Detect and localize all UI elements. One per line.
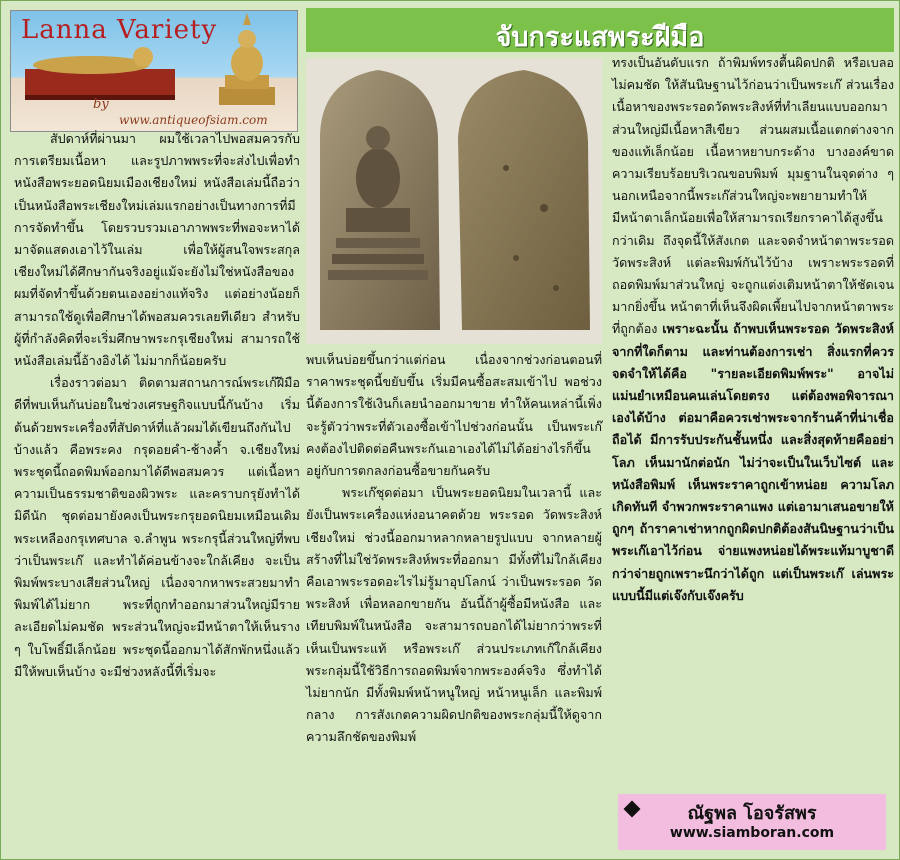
paragraph xyxy=(612,52,894,607)
emphasis-text: เพราะฉะนั้น ถ้าพบเห็นพระรอด วัดพระสิงห์ จากที่ใดก็ตาม และท่านต้องการเช่า สิ่งแรกที่ควรจดจำให้ได้คือ "รายละเอียดพิมพ์พระ" อาจไม่แม่นยำเหมือนคนเล่นโดยตรง แต่ต้องพอพิจารณาเองได้บ้าง ต่อมาคือควรเช่าพระจากร้านค้าที่น่าเชื่อถือได้ มีการรับประกันชั้นหนึ่ง และสิ่งสุดท้ายคืออย่าโลภ เห็นมานักต่อนัก ไม่ว่าจะเป็นในเว็บไซต์ และหนังสือพิมพ์ เห็นพระราคาถูกเข้าหน่อย ความโลภเกิดทันที จำพวกพระราคาแพง แต่เอามาเสนอขายให้ถูกๆ ถ้าราคาเช่าหากถูกผิดปกติต้องสันนิษฐานว่าเป็นพระเก๊เอาไว้ก่อน จ่ายแพงหน่อยได้พระแท้มาบูชาดีกว่าจ่ายถูกเพราะนึกว่าได้ถูก แต่เป็นพระเก๊ เล่นพระแบบนี้มีแต่เจ๊งกับเจ๊งครับ xyxy=(612,321,894,603)
paragraph: พบเห็นบ่อยขึ้นกว่าแต่ก่อน เนื่องจากช่วงก่อนตอนที่ราคาพระชุดนี้ขยับขึ้น เริ่มมีคนซื้อสะสมเข้าไป พอช่วงนี้ต้องการใช้เงินก็เลยนำออกมาขาย ทำให้คนเหล่านี้เพิ่งจะรู้ตัวว่าพระที่ตัวเองซื้อเข้าไปช่วงก่อนนั้น เป็นพระเก๊ คงต้องไปติดต่อคืนพระกันเอาเองได้ไม่ได้อย่างไรก็ขึ้นอยู่กับการตกลงก่อนซื้อขายกันครับ xyxy=(306,352,602,479)
headline-banner xyxy=(306,8,894,52)
amulet-photo xyxy=(306,58,602,344)
paragraph: พระเก๊ชุดต่อมา เป็นพระยอดนิยมในเวลานี้ และยังเป็นพระเครื่องแห่งอนาคตด้วย พระรอด วัดพระสิงห์ เชียงใหม่ ช่วงนี้ออกมาหลากหลายรูปแบบ จากหลายผู้สร้างที่ไม่ใช่วัดพระสิงห์พระที่ออกมา มีทั้งที่ไม่ใกล้เคียง คือเอาพระรอดอะไรไม่รู้มาอุปโลกน์ ว่าเป็นพระรอด วัดพระสิงห์ เพื่อหลอกขายกัน อันนี้ถ้าผู้ซื้อมีหนังสือ และเทียบพิมพ์ในหนังสือ จะสามารถบอกได้ไม่ยากว่าพระที่เห็นเป็นพระแท้ หรือพระเก๊ ส่วนประเภทเก๊ใกล้เคียง พระกลุ่มนี้ใช้วิธีการถอดพิมพ์จากพระองค์จริง ซึ่งทำได้ไม่ยากนัก มีทั้งพิมพ์หน้าหนูใหญ่ หน้าหนูเล็ก และพิมพ์กลาง การสังเกตความผิดปกติของพระกลุ่มนี้ให้ดูจากความลึกชัดของพิมพ์ xyxy=(306,485,602,745)
lanna-variety-logo xyxy=(10,10,298,132)
paragraph-text: ทรงเป็นอันดับแรก ถ้าพิมพ์ทรงตื้นผิดปกติ หรือเบลอ ไม่คมชัด ให้สันนิษฐานไว้ก่อนว่าเป็นพระเก๊ ส่วนเรื่องเนื้อหาของพระรอดวัดพระสิงห์ที่ทำเลียนแบบออกมาส่วนใหญ่มีเนื้อหาสีเขียว ส่วนผสมเนื้อแตกต่างจากของแท้เล็กน้อย เนื้อหาหยาบกระด้าง บางองค์ขาดความเรียบร้อยบริเวณขอบพิมพ์ มุมฐานในจุดต่าง ๆ นอกเหนือจากนี้พระเก๊ส่วนใหญ่จะพยายามทำให้มีหน้าตาเล็กน้อยเพื่อให้สามารถเรียกราคาได้สูงขึ้นกว่าเดิม ถึงจุดนี้ให้สังเกต และจดจำหน้าตาพระรอด วัดพระสิงห์ แต่ละพิมพ์กันไว้บ้าง เพราะพระรอดที่ถอดพิมพ์มาส่วนใหญ่ จะถูกแต่งเติมหน้าตาให้ชัดเจนมากยิ่งขึ้น หน้าตาที่เห็นจึงผิดเพี้ยนไปจากหน้าตาพระที่ถูกต้อง xyxy=(612,55,894,337)
article-column-3 xyxy=(612,52,894,607)
article-column-1 xyxy=(14,128,300,683)
author-signature xyxy=(618,794,886,850)
logo-by: by xyxy=(93,97,109,112)
logo-url: www.antiqueofsiam.com xyxy=(119,113,268,127)
logo-title: Lanna Variety xyxy=(21,15,218,45)
paragraph: เรื่องราวต่อมา ติดตามสถานการณ์พระเก๊ฝีมือดีที่พบเห็นกันบ่อยในช่วงเศรษฐกิจแบบนี้กันบ้าง เริ่มต้นด้วยพระเครื่องที่สัปดาห์ที่แล้วผมได้เขียนถึงกันไปบ้างแล้ว คือพระคง กรุดอยคำ-ช้างค้ำ จ.เชียงใหม่ พระชุดนี้ถอดพิมพ์ออกมาได้ดีพอสมควร แต่เนื้อหา ความเป็นธรรมชาติของผิวพระ และคราบกรุยังทำได้มิดีนัก ชุดต่อมายังคงเป็นพระกรุยอดนิยมเหมือนเดิม พระเหลืองกรุเทศบาล จ.ลำพูน พระกรุนี้ส่วนใหญ่ที่พบว่าเป็นพระเก๊ และทำได้ค่อนข้างจะใกล้เคียง จะเป็นพิมพ์พระบางเสียส่วนใหญ่ เนื่องจากหาพระสวยมาทำพิมพ์ได้ไม่ยาก พระที่ถูกทำออกมาส่วนใหญ่มีรายละเอียดไม่คมชัด พระส่วนใหญ่จะมีหน้าตาให้เห็นราง ๆ ใบโพธิ์มีเล็กน้อย พระชุดนี้ออกมาได้สักพักหนึ่งแล้ว มีให้พบเห็นบ้าง จะมีช่วงหลังนี้ที่เริ่มจะ xyxy=(14,375,300,679)
paragraph: สัปดาห์ที่ผ่านมา ผมใช้เวลาไปพอสมควรกับการเตรียมเนื้อหา และรูปภาพพระที่จะส่งไปเพื่อทำหนังสือพระยอดนิยมเมืองเชียงใหม่ หนังสือเล่มนี้ถือว่าเป็นหนังสือพระเชียงใหม่เล่มแรกอย่างเป็นทางการที่มีการจัดทำขึ้น โดยรวบรวมเอาภาพพระที่พอจะหาได้มาจัดแสดงเอาไว้ในเล่ม เพื่อให้ผู้สนใจพระสกุลเชียงใหม่ได้ศึกษากันจริงอยู่แม้จะยังไม่ใช่หนังสือของผมที่จัดทำขึ้นด้วยตนเองอย่างแท้จริง แต่อย่างน้อยก็สามารถใช้ดูเพื่อศึกษาได้พอสมควรเลยทีเดียว สำหรับผู้ที่กำลังคิดที่จะเริ่มศึกษาพระกรุเชียงใหม่ สามารถใช้หนังสือเล่มนี้อ้างอิงได้ ไม่มากก็น้อยครับ xyxy=(14,131,300,369)
author-name: ณัฐพล โอจรัสพร xyxy=(687,803,817,824)
headline: จับกระแสพระฝีมือ xyxy=(495,22,705,53)
article-column-2 xyxy=(306,349,602,749)
author-url: www.siamboran.com xyxy=(669,825,835,841)
amulet-images xyxy=(306,58,602,344)
